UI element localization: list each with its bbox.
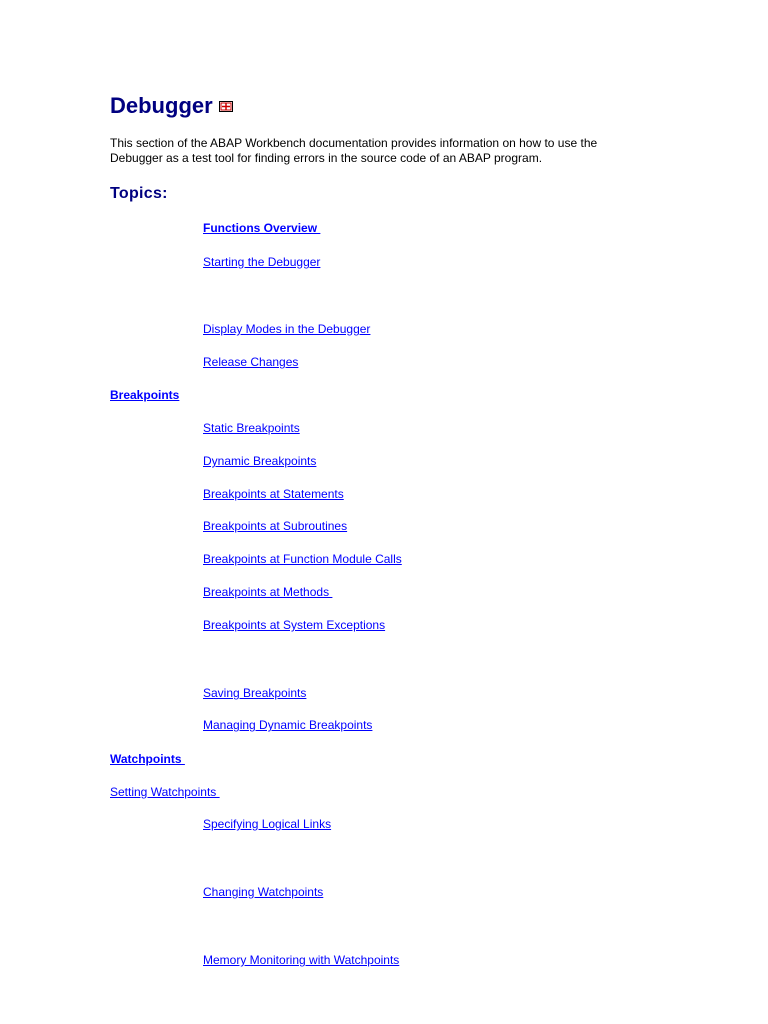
link-static-breakpoints[interactable]: Static Breakpoints bbox=[203, 421, 300, 435]
link-breakpoints-methods[interactable]: Breakpoints at Methods bbox=[203, 585, 333, 599]
link-functions-overview[interactable]: Functions Overview bbox=[203, 221, 321, 235]
link-breakpoints-system-exceptions[interactable]: Breakpoints at System Exceptions bbox=[203, 618, 386, 632]
link-breakpoints[interactable]: Breakpoints bbox=[110, 388, 180, 402]
topics-heading: Topics: bbox=[110, 185, 168, 202]
page-title bbox=[110, 90, 233, 121]
page-title-text: Debugger bbox=[110, 93, 213, 118]
link-breakpoints-statements[interactable]: Breakpoints at Statements bbox=[203, 487, 344, 501]
link-saving-breakpoints[interactable]: Saving Breakpoints bbox=[203, 686, 307, 700]
link-managing-dynamic-breakpoints[interactable]: Managing Dynamic Breakpoints bbox=[203, 718, 373, 732]
link-watchpoints[interactable]: Watchpoints bbox=[110, 752, 185, 766]
link-memory-monitoring[interactable]: Memory Monitoring with Watchpoints bbox=[203, 953, 400, 967]
link-display-modes[interactable]: Display Modes in the Debugger bbox=[203, 322, 371, 336]
link-breakpoints-function-calls[interactable]: Breakpoints at Function Module Calls bbox=[203, 552, 402, 566]
intro-paragraph: This section of the ABAP Workbench documentation provides information on how to use the Debugger as a test tool for finding errors in the source code of an ABAP program. bbox=[110, 136, 598, 165]
link-dynamic-breakpoints[interactable]: Dynamic Breakpoints bbox=[203, 454, 317, 468]
link-changing-watchpoints[interactable]: Changing Watchpoints bbox=[203, 885, 324, 899]
link-specifying-logical-links[interactable]: Specifying Logical Links bbox=[203, 817, 332, 831]
link-starting-debugger[interactable]: Starting the Debugger bbox=[203, 255, 321, 269]
sap-help-icon[interactable] bbox=[219, 90, 233, 101]
link-release-changes[interactable]: Release Changes bbox=[203, 355, 299, 369]
link-setting-watchpoints[interactable]: Setting Watchpoints bbox=[110, 785, 220, 799]
link-breakpoints-subroutines[interactable]: Breakpoints at Subroutines bbox=[203, 519, 348, 533]
